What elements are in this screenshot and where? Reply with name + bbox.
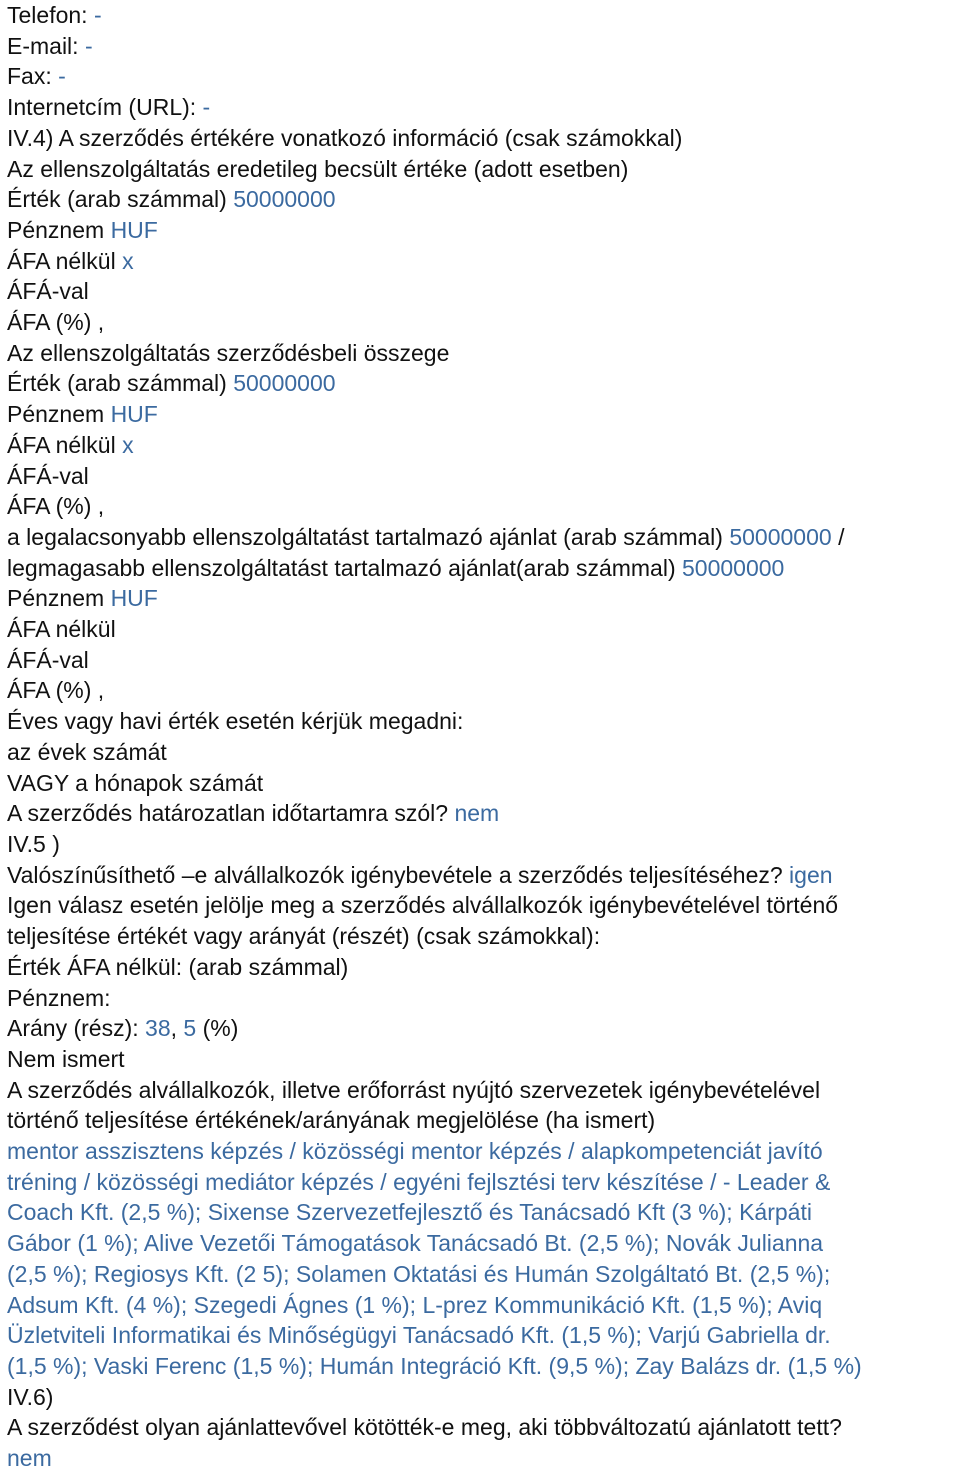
field-label: ÁFA nélkül: [7, 431, 116, 458]
field-label: Pénznem: [7, 216, 105, 243]
field-label: Pénznem: [7, 585, 105, 612]
currency-and-duration-section: [7, 583, 957, 1013]
text-line: [7, 1044, 957, 1075]
field-value: HUF: [110, 401, 158, 428]
text-line: [7, 338, 957, 369]
field-value: x: [122, 247, 134, 274]
subcontractor-list: [7, 1136, 957, 1382]
section-iv6: [7, 1382, 957, 1443]
text-line: [7, 1105, 957, 1136]
final-answer-value: nem: [7, 1445, 52, 1472]
field-label: Fax:: [7, 63, 52, 90]
text-line: [7, 31, 957, 62]
text-line: [7, 645, 957, 676]
line-text: A szerződés alvállalkozók, illetve erőforrást nyújtó szervezetek igénybevételével: [7, 1076, 821, 1103]
text-line: [7, 92, 957, 123]
text-line: [7, 276, 957, 307]
field-value: HUF: [110, 585, 158, 612]
line-text: Nem ismert: [7, 1045, 125, 1072]
line-text: történő teljesítése értékének/arányának megjelölése (ha ismert): [7, 1107, 656, 1134]
line-text: Éves vagy havi érték esetén kérjük megadni:: [7, 708, 464, 735]
line-text: teljesítése értékét vagy arányát (részét) (csak számokkal):: [7, 923, 601, 950]
offer-range-low-label: a legalacsonyabb ellenszolgáltatást tartalmazó ajánlat (arab számmal): [7, 523, 723, 550]
field-value: -: [93, 2, 102, 28]
text-line: [7, 154, 957, 185]
text-line: [7, 983, 957, 1014]
line-text: Az ellenszolgáltatás eredetileg becsült értéke (adott esetben): [7, 155, 629, 182]
offer-range-high-line: [7, 553, 957, 584]
text-line: [7, 583, 957, 614]
line-text: A szerződést olyan ajánlattevővel kötötték-e meg, aki többváltozatú ajánlatott tett?: [7, 1414, 842, 1441]
field-value: -: [84, 32, 93, 59]
text-line: [7, 737, 957, 768]
subcontractor-text-line: Coach Kft. (2,5 %); Sixense Szervezetfejlesztő és Tanácsadó Kft (3 %); Kárpáti: [7, 1199, 812, 1226]
text-line: [7, 952, 957, 983]
text-line: [7, 798, 957, 829]
line-text: ÁFA (%) ,: [7, 309, 105, 336]
text-line: [7, 461, 957, 492]
text-line: [7, 368, 957, 399]
field-value: -: [58, 63, 66, 90]
subcontractor-text-line: tréning / közösségi mediátor képzés / egyéni fejlsztési terv készítése / - Leader &: [7, 1168, 831, 1195]
line-text: IV.6): [7, 1383, 54, 1410]
contact-and-value-section: [7, 0, 957, 522]
field-label: ÁFA nélkül: [7, 247, 116, 274]
field-label: Internetcím (URL):: [7, 94, 197, 121]
text-line: [7, 61, 957, 92]
line-text: ÁFÁ-val: [7, 646, 89, 673]
text-line: [7, 921, 957, 952]
line-text: Az ellenszolgáltatás szerződésbeli összege: [7, 339, 450, 366]
offer-range-high-label: legmagasabb ellenszolgáltatást tartalmazó ajánlat(arab számmal): [7, 554, 676, 581]
text-line: [7, 123, 957, 154]
ratio-whole-value: 38: [145, 1015, 171, 1042]
text-line: [7, 307, 957, 338]
text-line: [7, 706, 957, 737]
line-text: ÁFA (%) ,: [7, 677, 105, 704]
field-label: Érték (arab számmal): [7, 370, 227, 397]
text-line: [7, 829, 957, 860]
text-line: [7, 860, 957, 891]
text-line: [7, 430, 957, 461]
field-label: Érték (arab számmal): [7, 186, 227, 213]
text-line: [7, 675, 957, 706]
ratio-unit: (%): [202, 1015, 239, 1042]
line-text: ÁFA nélkül: [7, 616, 116, 643]
ratio-line: [7, 1013, 957, 1044]
line-text: IV.5 ): [7, 830, 60, 857]
subcontractor-text-line: mentor asszisztens képzés / közösségi mentor képzés / alapkompetenciát javító: [7, 1138, 823, 1165]
subcontractor-text-line: Adsum Kft. (4 %); Szegedi Ágnes (1 %); L-prez Kommunikáció Kft. (1,5 %); Aviq: [7, 1291, 823, 1318]
offer-range-low-line: [7, 522, 957, 553]
text-line: [7, 768, 957, 799]
text-line: [7, 1382, 957, 1413]
field-value: 50000000: [233, 186, 336, 213]
subcontractor-header-section: [7, 1044, 957, 1136]
text-line: [7, 215, 957, 246]
line-text: Igen válasz esetén jelölje meg a szerződés alvállalkozók igénybevételével történő: [7, 892, 839, 919]
field-value: 50000000: [233, 370, 336, 397]
text-line: [7, 0, 957, 31]
field-value: igen: [789, 861, 833, 888]
subcontractor-text-line: (1,5 %); Vaski Ferenc (1,5 %); Humán Integráció Kft. (9,5 %); Zay Balázs dr. (1,5 %): [7, 1352, 862, 1379]
subcontractor-text-line: Gábor (1 %); Alive Vezetői Támogatások Tanácsadó Bt. (2,5 %); Novák Julianna: [7, 1230, 824, 1257]
field-value: nem: [454, 800, 500, 827]
field-value: -: [202, 94, 211, 121]
text-line: [7, 890, 957, 921]
offer-range-low-value: 50000000: [729, 523, 832, 550]
line-text: az évek számát: [7, 738, 167, 765]
line-text: IV.4) A szerződés értékére vonatkozó információ (csak számokkal): [7, 124, 683, 151]
text-line: [7, 1412, 957, 1443]
text-line: [7, 491, 957, 522]
offer-range-high-value: 50000000: [682, 554, 785, 581]
subcontractor-text-line: (2,5 %); Regiosys Kft. (2 5); Solamen Oktatási és Humán Szolgáltató Bt. (2,5 %);: [7, 1260, 831, 1287]
text-line: [7, 184, 957, 215]
field-label: Valószínűsíthető –e alvállalkozók igénybevétele a szerződés teljesítéséhez?: [7, 861, 783, 888]
line-text: ÁFÁ-val: [7, 462, 89, 489]
ratio-label: Arány (rész):: [7, 1015, 139, 1042]
ratio-decimal-value: 5: [183, 1015, 197, 1042]
offer-range-separator: /: [838, 523, 845, 550]
subcontractor-text-line: Üzletviteli Informatikai és Minőségügyi Tanácsadó Kft. (1,5 %); Varjú Gabriella dr.: [7, 1322, 831, 1349]
field-label: Pénznem: [7, 401, 105, 428]
text-line: [7, 614, 957, 645]
field-label: A szerződés határozatlan időtartamra szól?: [7, 800, 449, 827]
field-value: x: [122, 431, 134, 458]
field-label: E-mail:: [7, 32, 79, 59]
text-line: [7, 399, 957, 430]
text-line: [7, 246, 957, 277]
field-value: HUF: [110, 216, 158, 243]
line-text: Érték ÁFA nélkül: (arab számmal): [7, 953, 349, 980]
line-text: Pénznem:: [7, 984, 111, 1011]
ratio-separator: ,: [170, 1015, 178, 1042]
text-line: [7, 1075, 957, 1106]
line-text: ÁFA (%) ,: [7, 493, 105, 520]
line-text: ÁFÁ-val: [7, 278, 89, 305]
field-label: Telefon:: [7, 2, 88, 28]
line-text: VAGY a hónapok számát: [7, 769, 264, 796]
